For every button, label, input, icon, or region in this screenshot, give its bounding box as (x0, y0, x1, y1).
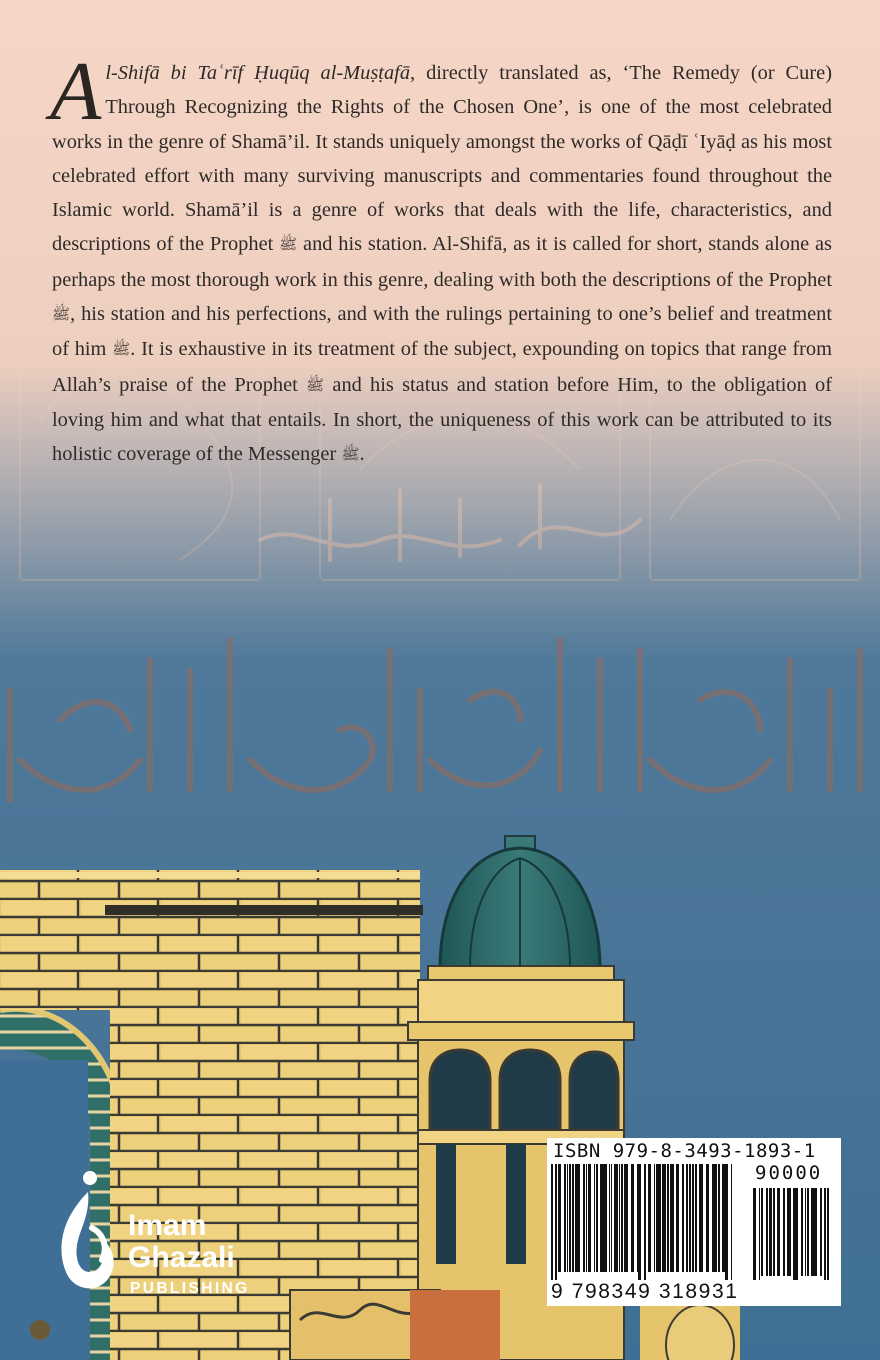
barcode-bar (611, 1164, 612, 1272)
barcode-bar (654, 1164, 655, 1272)
barcode-bar (801, 1188, 803, 1276)
barcode-bar (820, 1188, 822, 1276)
salawat-symbol: ﷺ (341, 447, 360, 464)
barcode-bar (753, 1188, 756, 1280)
barcode-bar (586, 1164, 587, 1272)
barcode-bar (805, 1188, 806, 1276)
barcode-bar (625, 1164, 628, 1272)
barcode-bar (783, 1188, 785, 1276)
barcode-bar (624, 1164, 625, 1272)
barcode-bar (662, 1164, 663, 1272)
salawat-symbol: ﷺ (306, 377, 325, 394)
barcode-bar (777, 1188, 780, 1276)
barcode-bar (716, 1164, 717, 1272)
barcode-bar (665, 1164, 666, 1272)
drop-cap: A (50, 45, 102, 138)
addon-barcode-bars (753, 1188, 835, 1280)
barcode-bar (682, 1164, 684, 1272)
barcode-bar (824, 1188, 826, 1280)
barcode-bar (773, 1188, 775, 1276)
barcode-bar (722, 1164, 723, 1272)
barcode-bar (619, 1164, 620, 1272)
barcode-bar (583, 1164, 585, 1272)
barcode-bar (594, 1164, 595, 1272)
publisher-name-line2: Ghazali (128, 1241, 235, 1274)
isbn-label: ISBN 979-8-3493-1893-1 (553, 1140, 816, 1162)
barcode-bar (572, 1164, 573, 1272)
blurb-text: , directly translated as, ‘The Remedy (or Cure) Through Recognizing the Rights of the Chosen One’, is one of the most celebrated works in the genre of Shamā’il. It stands uniquely amongst the works of Qāḍī ʿIyāḍ as his most celebrated effort with many surviving manuscripts and commentaries found throughout the Islamic world. Shamā’il is a genre of works that deals with the life, characteristics, and descriptions of the Prophet (52, 62, 832, 256)
barcode-bar (766, 1188, 768, 1276)
barcode-bar (712, 1164, 713, 1272)
barcode-bar (676, 1164, 679, 1272)
barcode-bar (564, 1164, 566, 1272)
barcode-bar (771, 1188, 772, 1276)
barcode-bar (558, 1164, 561, 1272)
barcode-bar (759, 1188, 760, 1280)
barcode-bar (667, 1164, 669, 1272)
barcode-bar (795, 1188, 798, 1280)
publisher-name-line3: PUBLISHING (130, 1280, 250, 1297)
barcode-bar (700, 1164, 703, 1272)
barcode-bar (588, 1164, 591, 1272)
barcode-bar (644, 1164, 646, 1280)
barcode-bar (555, 1164, 557, 1280)
barcode-bar (699, 1164, 700, 1272)
barcode-bar (689, 1164, 691, 1272)
barcode-bar (648, 1164, 651, 1272)
barcode-bar (569, 1164, 571, 1272)
blurb-text: . It is exhaustive in its treatment of the subject, expounding on topics that range from Allah’s praise of the Prophet (52, 338, 832, 396)
book-title-italic: l-Shifā bi Taʿrīf Ḥuqūq al-Muṣṭafā (105, 62, 411, 84)
barcode-bars (551, 1164, 749, 1280)
barcode-bar (807, 1188, 809, 1276)
barcode-bar (713, 1164, 714, 1272)
barcode-bar (692, 1164, 694, 1272)
barcode-bar (811, 1188, 812, 1276)
barcode-bar (577, 1164, 580, 1272)
barcode-bar (695, 1164, 697, 1272)
barcode-bar (706, 1164, 709, 1272)
barcode-bar (596, 1164, 598, 1272)
barcode-bar (621, 1164, 623, 1272)
barcode-bar (617, 1164, 618, 1272)
barcode-bar (814, 1188, 817, 1276)
barcode-bar (761, 1188, 763, 1276)
barcode-bar (672, 1164, 674, 1272)
barcode-bar (609, 1164, 610, 1272)
barcode-bar (725, 1164, 728, 1280)
barcode-bar (656, 1164, 659, 1272)
barcode-bar (573, 1164, 574, 1272)
blurb-text: and his status and station before Him, to the obligation of loving him and what that entails. In short, the uniqueness of this work can be attributed to its holistic coverage of the Messenger (52, 373, 832, 466)
publisher-name-line1: Imam (128, 1209, 207, 1242)
publisher-logo (52, 1160, 292, 1310)
isbn-barcode (547, 1138, 841, 1306)
barcode-bar (616, 1164, 617, 1272)
barcode-bar (600, 1164, 601, 1272)
salawat-symbol: ﷺ (279, 237, 298, 254)
salawat-symbol: ﷺ (112, 342, 131, 359)
drop-logo-icon (52, 1168, 122, 1298)
barcode-bar (631, 1164, 634, 1272)
blurb-text: . (359, 443, 365, 466)
barcode-digits: 9 798349 318931 (551, 1280, 739, 1303)
barcode-bar (638, 1164, 641, 1280)
description-blurb (50, 45, 832, 473)
blurb-text: , his station and his perfections, and with the rulings pertaining to one’s belief and treatment of him (52, 303, 832, 361)
barcode-bar (827, 1188, 829, 1280)
barcode-bar (731, 1164, 732, 1280)
barcode-bar (686, 1164, 688, 1272)
barcode-bar (789, 1188, 791, 1276)
barcode-bar (637, 1164, 638, 1272)
barcode-bar (659, 1164, 661, 1272)
blurb-text: and his station. Al-Shifā, as it is called for short, stands alone as perhaps the most thorough work in this genre, dealing with both the descriptions of the Prophet (52, 233, 832, 291)
barcode-bar (567, 1164, 568, 1272)
barcode-bar (605, 1164, 607, 1272)
barcode-bar (551, 1164, 553, 1280)
barcode-bar (718, 1164, 720, 1272)
salawat-symbol: ﷺ (52, 307, 71, 324)
price-code: 90000 (755, 1162, 823, 1184)
